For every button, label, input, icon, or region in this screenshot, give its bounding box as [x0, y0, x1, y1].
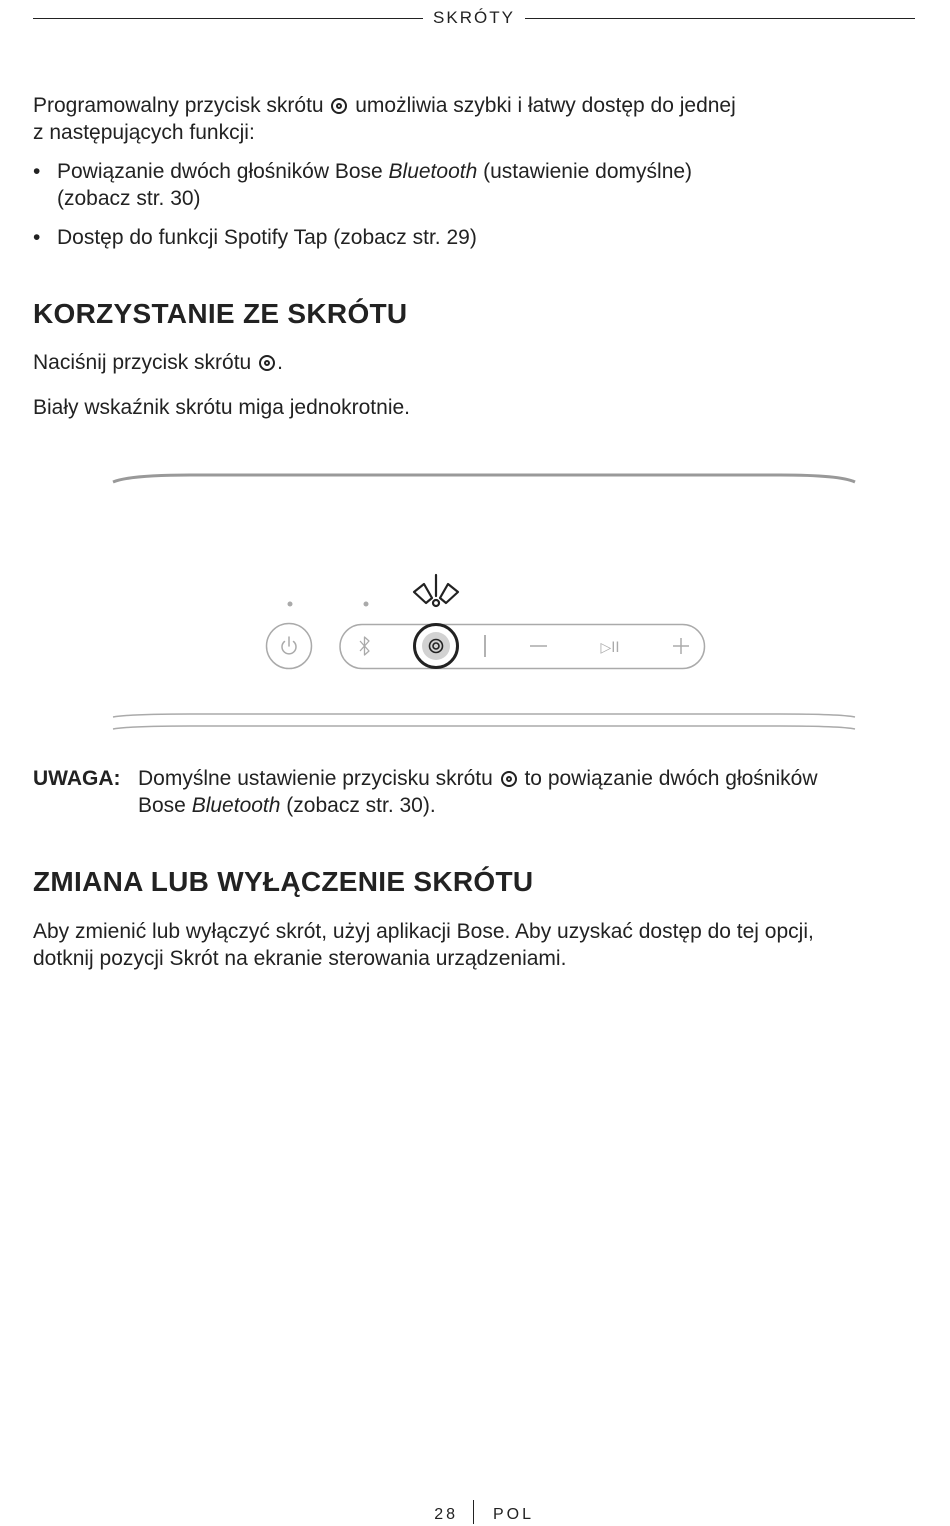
speaker-bottom-edge [113, 726, 855, 729]
shortcut-icon [331, 98, 347, 114]
press-indicator-icon [414, 575, 458, 606]
page-footer [0, 1500, 950, 1526]
footer-divider [473, 1500, 474, 1524]
step-instruction [33, 349, 283, 376]
change-paragraph [33, 918, 915, 972]
page-header [33, 6, 915, 30]
shortcut-button-highlight [422, 632, 450, 660]
step-text-end: . [277, 351, 283, 374]
shortcut-icon [259, 355, 275, 371]
header-title: SKRÓTY [433, 8, 515, 27]
intro-paragraph [33, 92, 853, 146]
note-text-part: Bose [138, 794, 192, 817]
bullet-dot: • [33, 160, 41, 183]
list-item-emphasis: Bluetooth [388, 160, 478, 183]
note-text-part: to powiązanie dwóch głośników [518, 767, 818, 790]
section-heading-change: ZMIANA LUB WYŁĄCZENIE SKRÓTU [33, 866, 534, 897]
bullet-dot: • [33, 226, 41, 249]
indicator-light [364, 602, 369, 607]
list-item-text: Dostęp do funkcji Spotify Tap (zobacz str. 29) [57, 226, 477, 249]
change-text-2: dotknij pozycji Skrót na ekranie sterowania urządzeniami. [33, 947, 567, 970]
header-rule-right [525, 18, 915, 19]
note-text-part: (zobacz str. 30). [280, 794, 436, 817]
note-text-part: Domyślne ustawienie przycisku skrótu [138, 767, 499, 790]
list-item [33, 158, 853, 212]
speaker-illustration [110, 465, 860, 740]
play-pause-icon: ▷II [600, 640, 620, 656]
note-text [138, 765, 913, 819]
list-item-text: (zobacz str. 30) [57, 187, 201, 210]
note-label: UWAGA: [33, 767, 121, 790]
control-panel [340, 625, 705, 669]
list-item [33, 224, 853, 251]
page-number: 28 [434, 1506, 458, 1523]
step-text: Naciśnij przycisk skrótu [33, 351, 258, 374]
section-heading-using: KORZYSTANIE ZE SKRÓTU [33, 298, 408, 329]
note-emphasis: Bluetooth [191, 794, 281, 817]
speaker-bottom-edge [113, 714, 855, 717]
play-pause-button[interactable] [600, 640, 619, 656]
intro-text-3: z następujących funkcji: [33, 121, 255, 144]
list-item-text: (ustawienie domyślne) [477, 160, 693, 183]
intro-text-1: Programowalny przycisk skrótu [33, 94, 330, 117]
step-result: Biały wskaźnik skrótu miga jednokrotnie. [33, 396, 410, 419]
shortcut-icon [501, 771, 517, 787]
change-text-1: Aby zmienić lub wyłączyć skrót, użyj aplikacji Bose. Aby uzyskać dostęp do tej opcji, [33, 920, 814, 943]
list-item-text: Powiązanie dwóch głośników Bose [57, 160, 389, 183]
speaker-diagram [110, 465, 860, 740]
feature-list [33, 158, 853, 263]
intro-text-2: umożliwia szybki i łatwy dostęp do jednej [349, 94, 736, 117]
indicator-light [288, 602, 293, 607]
language-code: POL [493, 1506, 535, 1523]
speaker-top-edge [113, 475, 855, 482]
shortcut-button[interactable] [415, 625, 458, 668]
